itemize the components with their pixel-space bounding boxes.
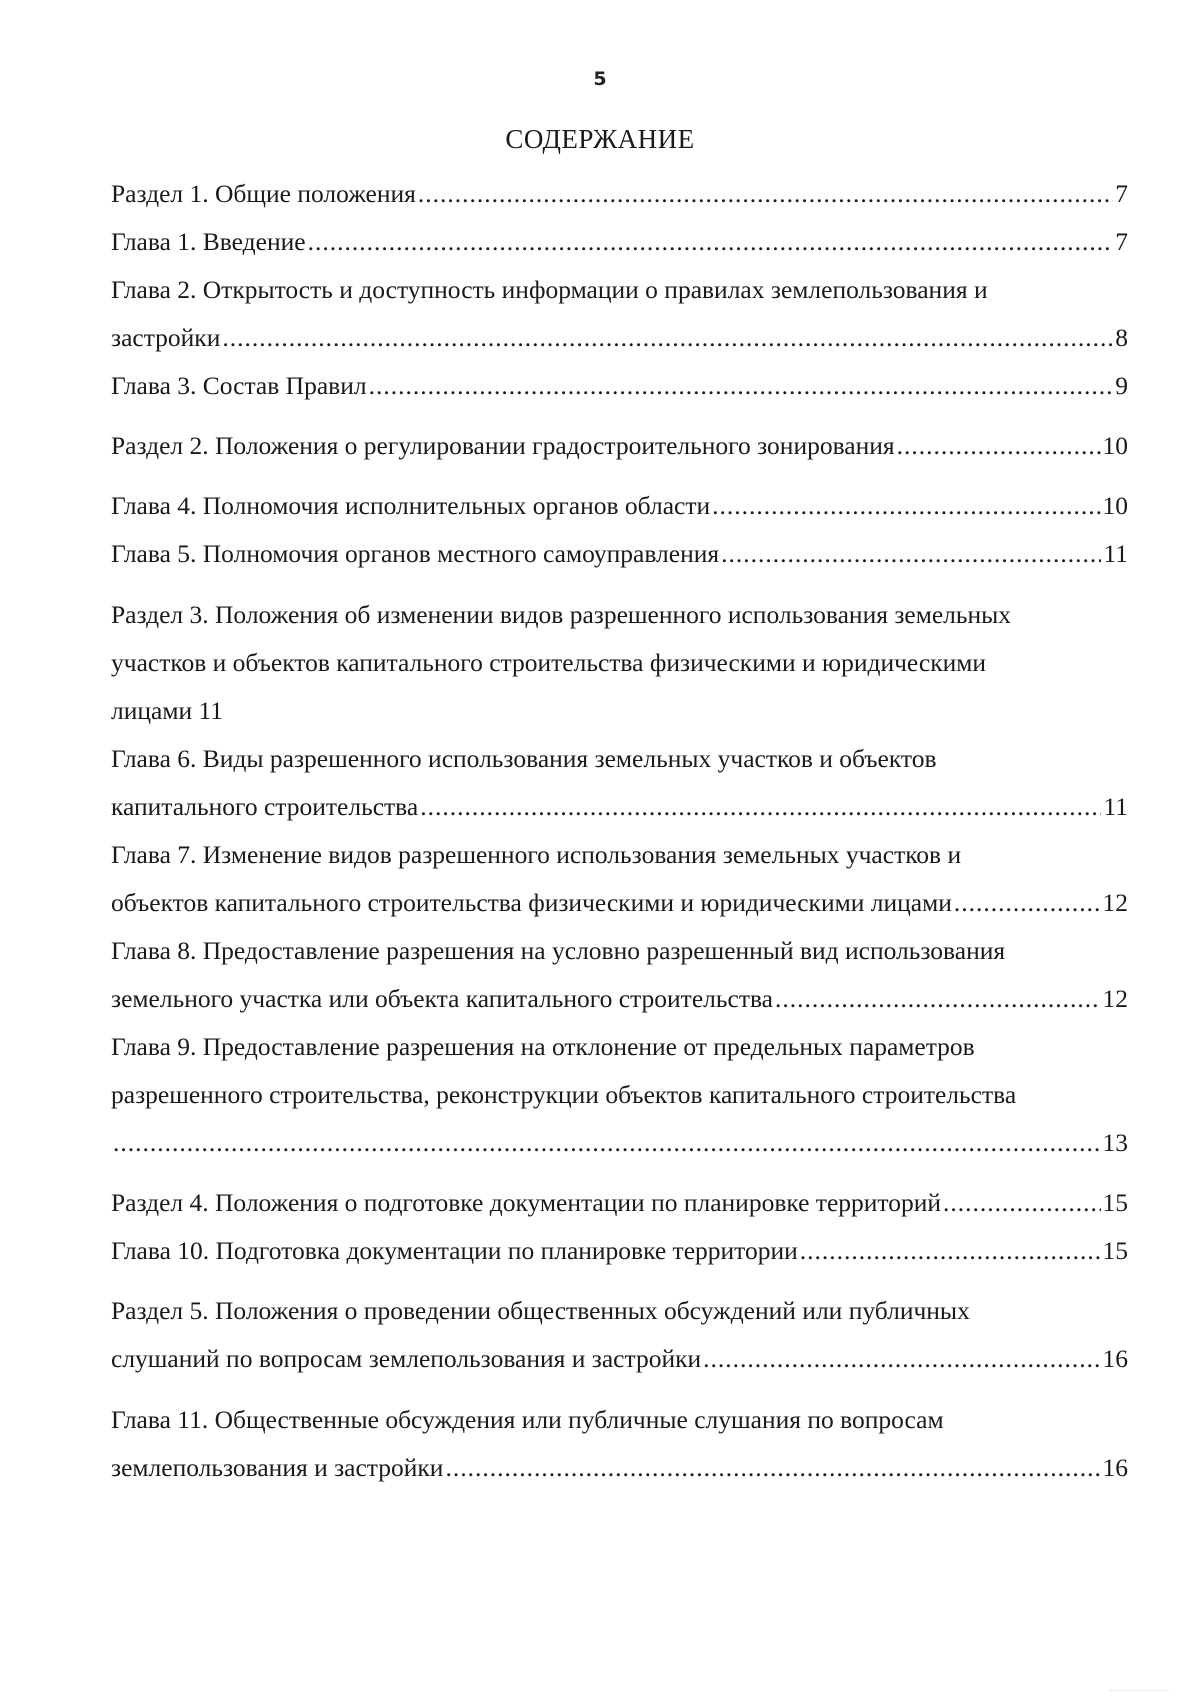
toc-leader-dots: [420, 783, 1101, 831]
toc-entry-last-line: [111, 1444, 1128, 1492]
toc-entry[interactable]: [111, 362, 1128, 410]
toc-leader-dots: [897, 422, 1101, 470]
toc-entry-title: Раздел 4. Положения о подготовке документации по планировке территорий: [111, 1188, 942, 1217]
toc-page-number: 10: [1102, 491, 1128, 520]
toc-entry-line: Глава 8. Предоставление разрешения на условно разрешенный вид использования: [111, 936, 1006, 965]
toc-entry[interactable]: [111, 831, 1128, 927]
toc-entry-last-line: [111, 170, 1128, 218]
toc-page-number: 11: [1103, 792, 1128, 821]
toc-entry[interactable]: [111, 266, 1128, 362]
toc-entry[interactable]: [111, 1287, 1128, 1383]
toc-spacer: [111, 1167, 1128, 1179]
toc-entry-line: Раздел 5. Положения о проведении общественных обсуждений или публичных: [111, 1296, 970, 1325]
toc-page-number: 7: [1115, 179, 1128, 208]
toc-leader-dots: [775, 975, 1101, 1023]
toc-entry-title: Глава 5. Полномочия органов местного самоуправления: [111, 539, 720, 568]
toc-entry-title: земельного участка или объекта капитального строительства: [111, 984, 773, 1013]
toc-leader-dots: [800, 1227, 1101, 1275]
toc-entry-last-line: [111, 422, 1128, 470]
toc-page-number: 7: [1115, 227, 1128, 256]
toc-page-number: 11: [1103, 539, 1128, 568]
toc-entry-title: землепользования и застройки: [111, 1453, 444, 1482]
toc-entry-title: лицами 11: [111, 696, 224, 725]
toc-entry-title: Раздел 2. Положения о регулировании градостроительного зонирования: [111, 431, 895, 460]
toc-page-number: 9: [1115, 371, 1128, 400]
toc-entry-title: Глава 1. Введение: [111, 227, 306, 256]
toc-leader-dots: [222, 314, 1113, 362]
toc-entry-last-line: [111, 1227, 1128, 1275]
table-of-contents: [111, 170, 1128, 1492]
toc-spacer: [111, 578, 1128, 591]
toc-entry[interactable]: [111, 1179, 1128, 1227]
toc-leader-dots: [703, 1335, 1100, 1383]
toc-leader-dots: [712, 482, 1100, 530]
toc-entry-last-line: [111, 482, 1128, 530]
toc-entry-line: Глава 2. Открытость и доступность информации о правилах землепользования и: [111, 275, 988, 304]
toc-entry[interactable]: [111, 591, 1128, 735]
toc-entry-line: Глава 11. Общественные обсуждения или публичные слушания по вопросам: [111, 1405, 944, 1434]
toc-entry-last-line: [111, 362, 1128, 410]
toc-spacer: [111, 410, 1128, 422]
toc-leader-dots: [954, 879, 1101, 927]
toc-page-number: 16: [1102, 1344, 1128, 1373]
toc-entry-last-line: [111, 1335, 1128, 1383]
toc-entry-line: Раздел 3. Положения об изменении видов разрешенного использования земельных: [111, 600, 1012, 629]
toc-entry-last-line: [111, 1119, 1128, 1167]
toc-page-number: 16: [1102, 1453, 1128, 1482]
toc-leader-dots: [721, 530, 1101, 578]
toc-entry-last-line: [111, 783, 1128, 831]
toc-entry[interactable]: [111, 1023, 1128, 1167]
toc-leader-dots: [113, 1119, 1101, 1167]
toc-entry[interactable]: [111, 1227, 1128, 1275]
toc-entry-title: застройки: [111, 323, 221, 352]
toc-entry[interactable]: [111, 218, 1128, 266]
page-number: 5: [593, 68, 607, 90]
toc-spacer: [111, 1383, 1128, 1396]
toc-entry[interactable]: [111, 1396, 1128, 1492]
toc-entry-last-line: [111, 687, 1128, 735]
toc-page-number: 10: [1102, 431, 1128, 460]
toc-page-number: 15: [1102, 1236, 1128, 1265]
toc-entry-last-line: [111, 975, 1128, 1023]
toc-entry-title: капитального строительства: [111, 792, 419, 821]
toc-leader-dots: [308, 218, 1114, 266]
toc-page-number: 15: [1102, 1188, 1128, 1217]
toc-leader-dots: [943, 1179, 1100, 1227]
toc-entry-title: Раздел 1. Общие положения: [111, 179, 416, 208]
toc-entry-title: слушаний по вопросам землепользования и застройки: [111, 1344, 702, 1373]
toc-entry[interactable]: [111, 482, 1128, 530]
toc-entry-line: Глава 9. Предоставление разрешения на отклонение от предельных параметров: [111, 1032, 975, 1061]
toc-page-number: 12: [1102, 888, 1128, 917]
toc-page-number: 13: [1102, 1128, 1128, 1157]
toc-leader-dots: [445, 1444, 1100, 1492]
toc-spacer: [111, 470, 1128, 482]
toc-entry-line: разрешенного строительства, реконструкции объектов капитального строительства: [111, 1080, 1017, 1109]
toc-page-number: 8: [1115, 323, 1128, 352]
scan-artifact: [1110, 1680, 1170, 1691]
toc-entry[interactable]: [111, 735, 1128, 831]
toc-entry-line: участков и объектов капитального строительства физическими и юридическими: [111, 648, 987, 677]
toc-entry-title: объектов капитального строительства физическими и юридическими лицами: [111, 888, 952, 917]
toc-leader-dots: [418, 170, 1113, 218]
toc-entry-line: Глава 7. Изменение видов разрешенного использования земельных участков и: [111, 840, 962, 869]
toc-entry-last-line: [111, 218, 1128, 266]
toc-entry-title: Глава 4. Полномочия исполнительных органов области: [111, 491, 711, 520]
toc-page-number: 12: [1102, 984, 1128, 1013]
toc-entry[interactable]: [111, 422, 1128, 470]
toc-entry-last-line: [111, 1179, 1128, 1227]
toc-entry-last-line: [111, 530, 1128, 578]
toc-entry[interactable]: [111, 927, 1128, 1023]
toc-entry[interactable]: [111, 530, 1128, 578]
toc-entry-line: Глава 6. Виды разрешенного использования земельных участков и объектов: [111, 744, 937, 773]
toc-entry[interactable]: [111, 170, 1128, 218]
toc-leader-dots: [369, 362, 1114, 410]
toc-entry-title: Глава 10. Подготовка документации по планировке территории: [111, 1236, 798, 1265]
toc-entry-last-line: [111, 314, 1128, 362]
toc-entry-last-line: [111, 879, 1128, 927]
toc-entry-title: Глава 3. Состав Правил: [111, 371, 367, 400]
toc-title: СОДЕРЖАНИЕ: [505, 124, 695, 154]
toc-spacer: [111, 1275, 1128, 1287]
